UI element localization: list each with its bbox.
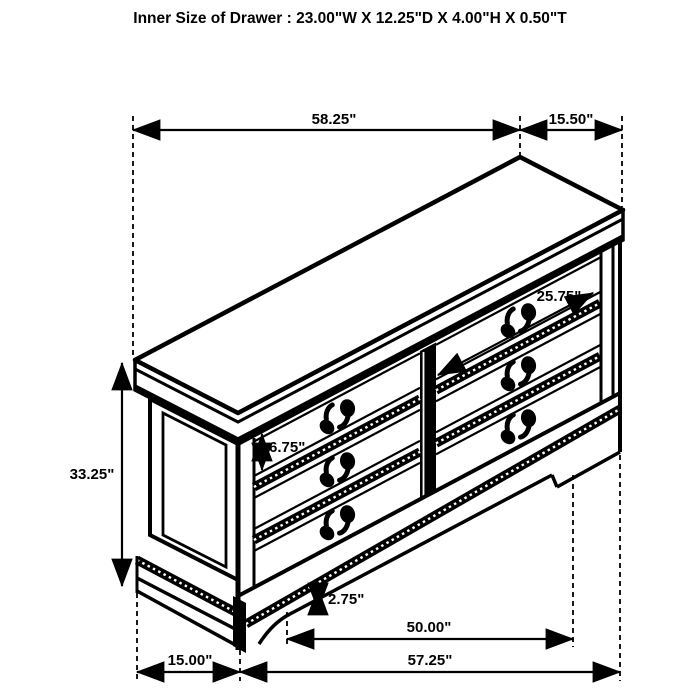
label-lower-width: 50.00" bbox=[406, 619, 452, 636]
label-base-height: 2.75" bbox=[328, 591, 365, 608]
label-top-width: 58.25" bbox=[311, 111, 357, 128]
dresser-figure bbox=[135, 157, 623, 653]
page-title: Inner Size of Drawer : 23.00"W X 12.25"D X 4.00"H X 0.50"T bbox=[133, 10, 567, 27]
center-stile bbox=[420, 343, 436, 500]
label-drawer-width: 25.75" bbox=[536, 288, 582, 305]
side-panel bbox=[150, 399, 238, 580]
label-side-depth: 15.00" bbox=[167, 652, 213, 669]
label-top-depth: 15.50" bbox=[548, 111, 594, 128]
label-overall-height: 33.25" bbox=[69, 466, 115, 483]
label-drawer-height: 6.75" bbox=[269, 439, 306, 456]
front-corner-foot bbox=[233, 596, 246, 653]
left-base-bottom-edge bbox=[137, 591, 241, 648]
label-front-width: 57.25" bbox=[407, 652, 453, 669]
